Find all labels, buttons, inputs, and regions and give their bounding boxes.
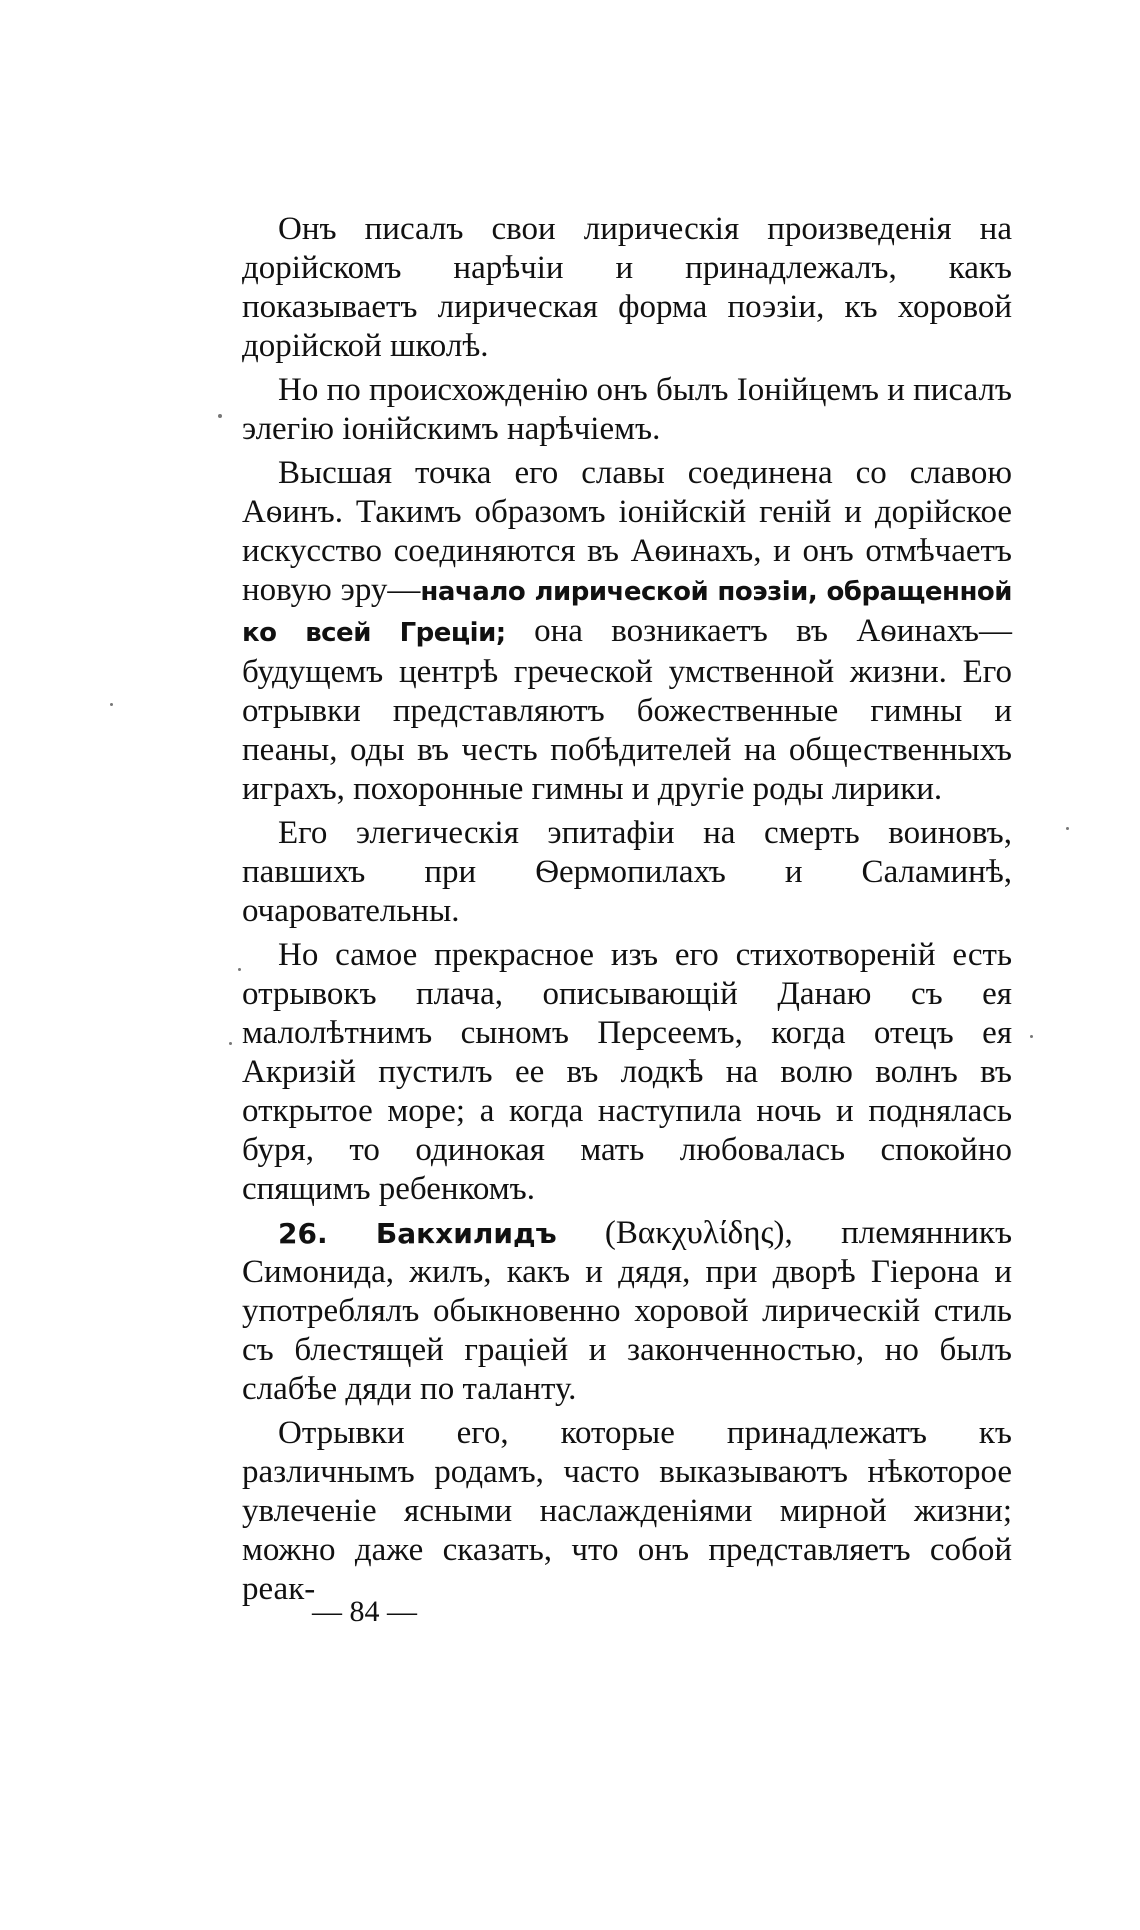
section-number: 26. <box>278 1217 328 1250</box>
scan-speck <box>238 968 241 971</box>
scan-speck <box>1030 1035 1033 1038</box>
paragraph-epitaphs: Его элегическія эпитафіи на смерть воиновъ, павшихъ при Ѳермопилахъ и Саламинѣ, очаровательны. <box>242 815 1012 929</box>
paragraph-ionian-origin: Но по происхожденію онъ былъ Іонійцемъ и писалъ элегію іонійскимъ нарѣчіемъ. <box>242 372 1012 447</box>
page-number: — 84 — <box>312 1595 417 1628</box>
paragraph-dorian-works: Онъ писалъ свои лирическія произведенія на дорійскомъ нарѣчіи и принадлежалъ, какъ показываетъ лирическая форма поэзіи, къ хоровой дорійской школѣ. <box>242 211 1012 364</box>
paragraph-fragments: Отрывки его, которые принадлежатъ къ различнымъ родамъ, часто выказываютъ нѣкоторое увлеченіе ясными наслажденіями мирной жизни; можно даже сказать, что онъ представляетъ собой реак- <box>242 1415 1012 1607</box>
section-bacchylides-text: (Βακχυλίδης), племянникъ Симонида, жилъ, какъ и дядя, при дворѣ Гіерона и употреблялъ обыкновенно хоровой лирическій стиль съ блестящей граціей и законченностью, но былъ слабѣе дяди по таланту. <box>242 1215 1013 1407</box>
scan-speck <box>1066 827 1069 830</box>
paragraph-athens-glory <box>242 454 1012 809</box>
section-title: Бакхилидъ <box>375 1217 557 1250</box>
body-text <box>242 210 1012 1609</box>
scan-speck <box>218 414 222 418</box>
paragraph-athens-glory-start: Высшая точка его славы соединена со славою Аѳинъ. Такимъ образомъ іонійскій геній и дорійское искусство соединяются въ Аѳинахъ, и онъ отмѣчаетъ новую эру— <box>242 455 1012 608</box>
section-bacchylides <box>242 1214 1012 1409</box>
paragraph-danae-lament: Но самое прекрасное изъ его стихотвореній есть отрывокъ плача, описывающій Данаю съ ея малолѣтнимъ сыномъ Персеемъ, когда отецъ ея Акризій пустилъ ее въ лодкѣ на волю волнъ въ открытое море; а когда наступила ночь и поднялась буря, то одинокая мать любовалась спокойно спящимъ ребенкомъ. <box>242 937 1012 1207</box>
scan-speck <box>229 1042 232 1045</box>
scan-speck <box>110 703 113 706</box>
paragraph-athens-glory-end: она возникаетъ въ Аѳинахъ—будущемъ центрѣ греческой умственной жизни. Его отрывки представляютъ божественные гимны и пеаны, оды въ честь побѣдителей на общественныхъ играхъ, похоронные гимны и другіе роды лирики. <box>242 613 1012 807</box>
emphasis-new-era: начало лирической поэзіи, обращенной ко всей Греціи; <box>242 577 1012 648</box>
